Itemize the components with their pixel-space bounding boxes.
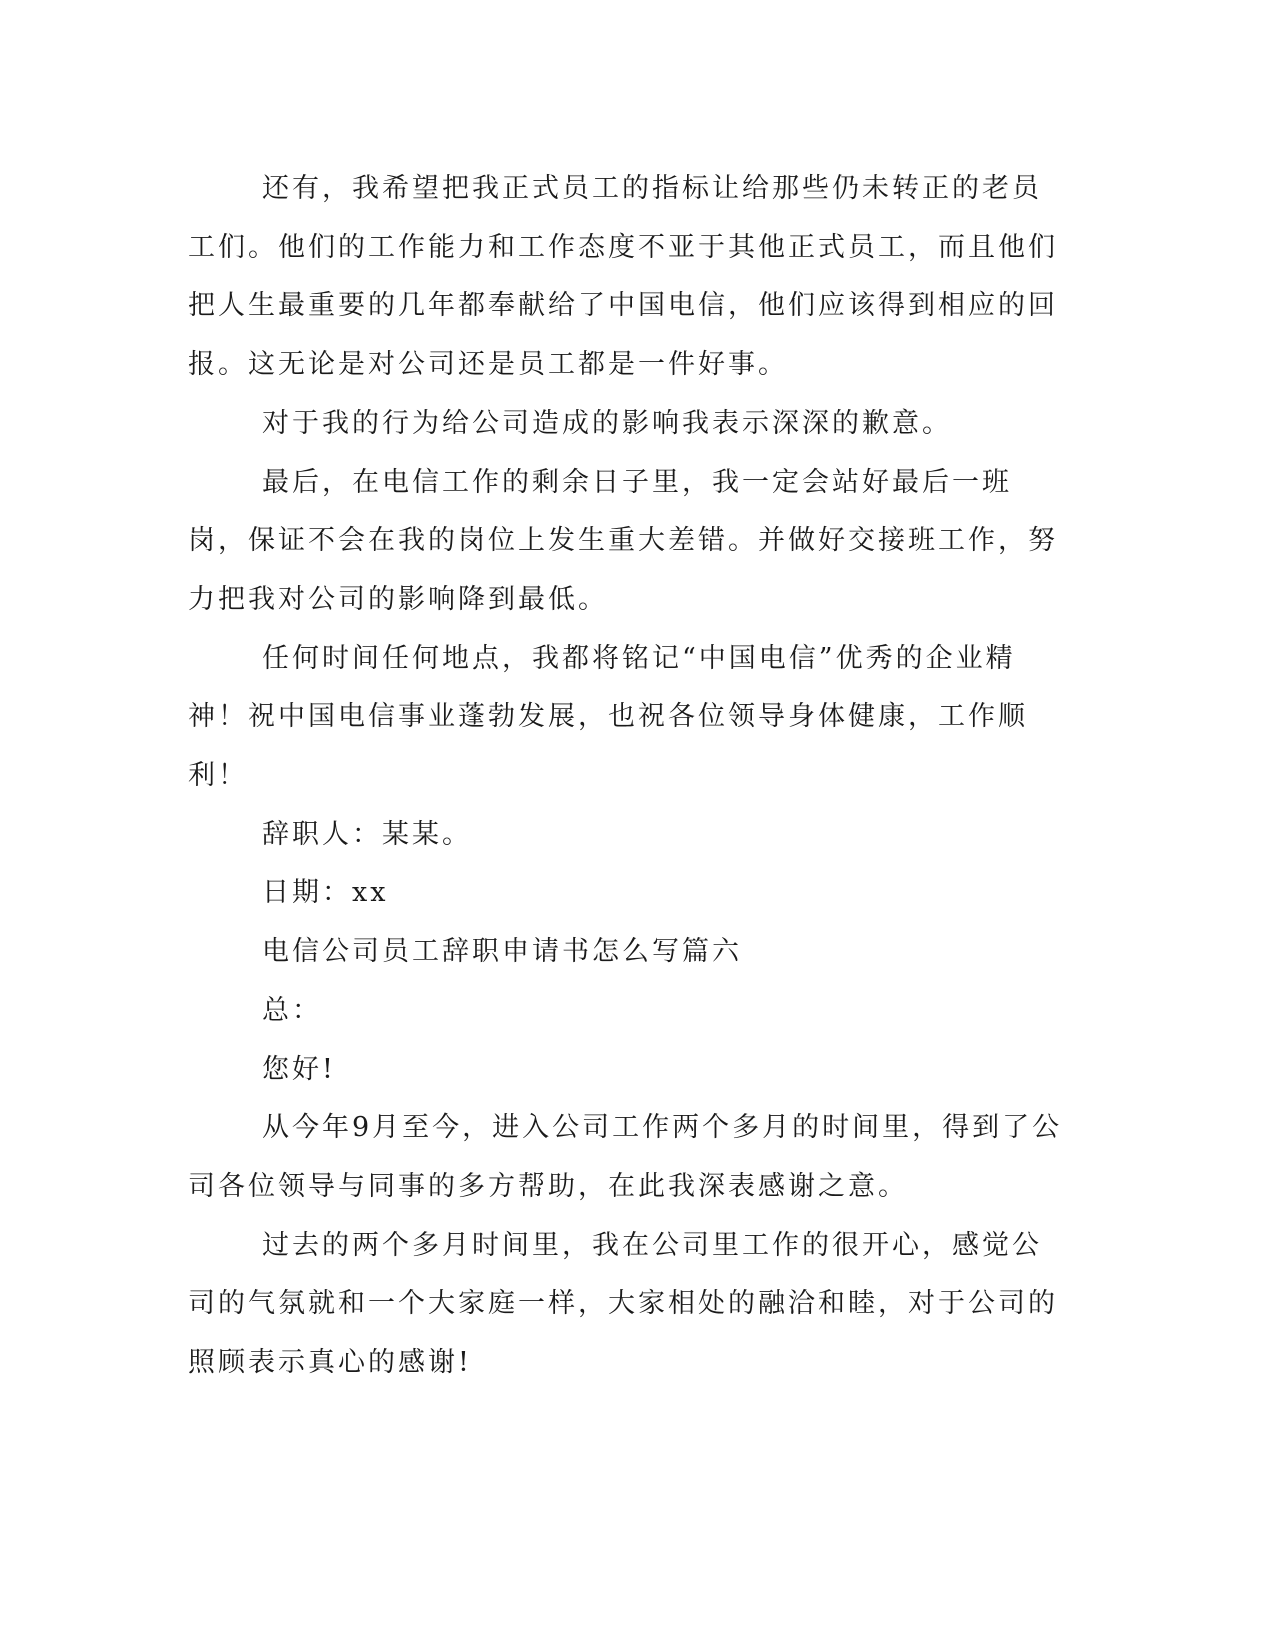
date-line: 日期：xx <box>262 877 389 909</box>
section-heading: 电信公司员工辞职申请书怎么写篇六 <box>262 936 742 968</box>
paragraph-closing-wishes: 任何时间任何地点，我都将铭记“中国电信”优秀的企业精神！祝中国电信事业蓬勃发展，也祝各位领导身体健康，工作顺利！ <box>188 642 1028 792</box>
paragraph-colleague-positions: 还有，我希望把我正式员工的指标让给那些仍未转正的老员工们。他们的工作能力和工作态度不亚于其他正式员工，而且他们把人生最重要的几年都奉献给了中国电信，他们应该得到相应的回报。这无论是对公司还是员工都是一件好事。 <box>188 173 1058 381</box>
greeting: 您好! <box>262 1053 336 1085</box>
document-body <box>188 160 1068 1393</box>
paragraph-company-atmosphere: 过去的两个多月时间里，我在公司里工作的很开心，感觉公司的气氛就和一个大家庭一样，大家相处的融洽和睦，对于公司的照顾表示真心的感谢! <box>188 1229 1058 1379</box>
paragraph-gratitude: 从今年9月至今，进入公司工作两个多月的时间里，得到了公司各位领导与同事的多方帮助，在此我深表感谢之意。 <box>188 1112 1063 1202</box>
paragraph-final-duties: 最后，在电信工作的剩余日子里，我一定会站好最后一班岗，保证不会在我的岗位上发生重大差错。并做好交接班工作，努力把我对公司的影响降到最低。 <box>188 466 1058 615</box>
signature-line: 辞职人：某某。 <box>262 818 472 850</box>
paragraph-apology: 对于我的行为给公司造成的影响我表示深深的歉意。 <box>262 407 952 439</box>
salutation-recipient: 总： <box>262 994 322 1026</box>
